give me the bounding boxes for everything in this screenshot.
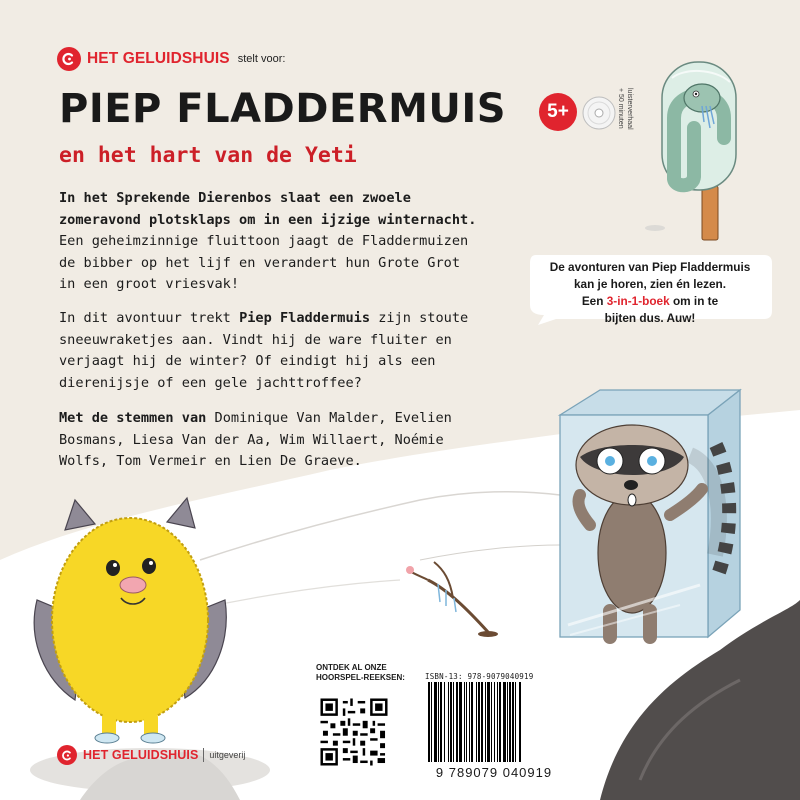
cd-label: luisterverhaal + 50 minuten [617, 88, 633, 130]
qr-code[interactable] [318, 696, 390, 768]
blurb-paragraph-2: In dit avontuur trekt Piep Fladdermuis zijn stoute sneeuwraketjes aan. Vindt hij de ware fluiter en verjaagt hij de winter? Of eindigt hij als een dierenijsje of een gele jachttroffee? [59, 310, 469, 391]
brand-tagline: stelt voor: [237, 53, 286, 65]
barcode [424, 682, 564, 762]
piep-fladdermuis-illustration [25, 480, 230, 750]
snake-popsicle-illustration [644, 58, 754, 248]
isbn-digits: 9 789079 040919 [435, 765, 553, 780]
brand-footer [57, 745, 245, 765]
rock-illustration [600, 580, 800, 800]
frozen-branch-illustration [398, 540, 498, 640]
brand-name: HET GELUIDSHUIS [83, 748, 199, 762]
age-badge: 5+ [539, 93, 577, 131]
qr-label: ONTDEK AL ONZE HOORSPEL-REEKSEN: [316, 663, 405, 682]
geluidshuis-logo-icon [57, 745, 77, 765]
divider [203, 748, 204, 762]
book-subtitle: en het hart van de Yeti [59, 143, 357, 168]
brand-header [57, 47, 285, 71]
book-title: PIEP FLADDERMUIS [59, 86, 507, 132]
blurb-paragraph-3: Met de stemmen van Dominique Van Malder, Evelien Bosmans, Liesa Van der Aa, Wim Willaert, Noémie Wolfs, Tom Vermeir en Lien De Graeve. [59, 410, 452, 469]
brand-name: HET GELUIDSHUIS [87, 50, 230, 67]
speech-bubble-text: De avonturen van Piep Fladdermuis kan je horen, zien én lezen. Een 3-in-1-boek om in te bijten dus. Auw! [549, 260, 751, 325]
isbn-label: ISBN-13: 978-9079040919 [425, 672, 534, 681]
blurb-paragraph-1: In het Sprekende Dierenbos slaat een zwoele zomeravond plotsklaps om in een ijzige winternacht. Een geheimzinnige fluittoon jaagt de Fladdermuizen de bibber op het lijf en verandert hun Grote Grot in een groot vriesvak! [59, 190, 477, 292]
publisher-label: uitgeverij [209, 750, 246, 760]
geluidshuis-logo-icon [57, 47, 81, 71]
